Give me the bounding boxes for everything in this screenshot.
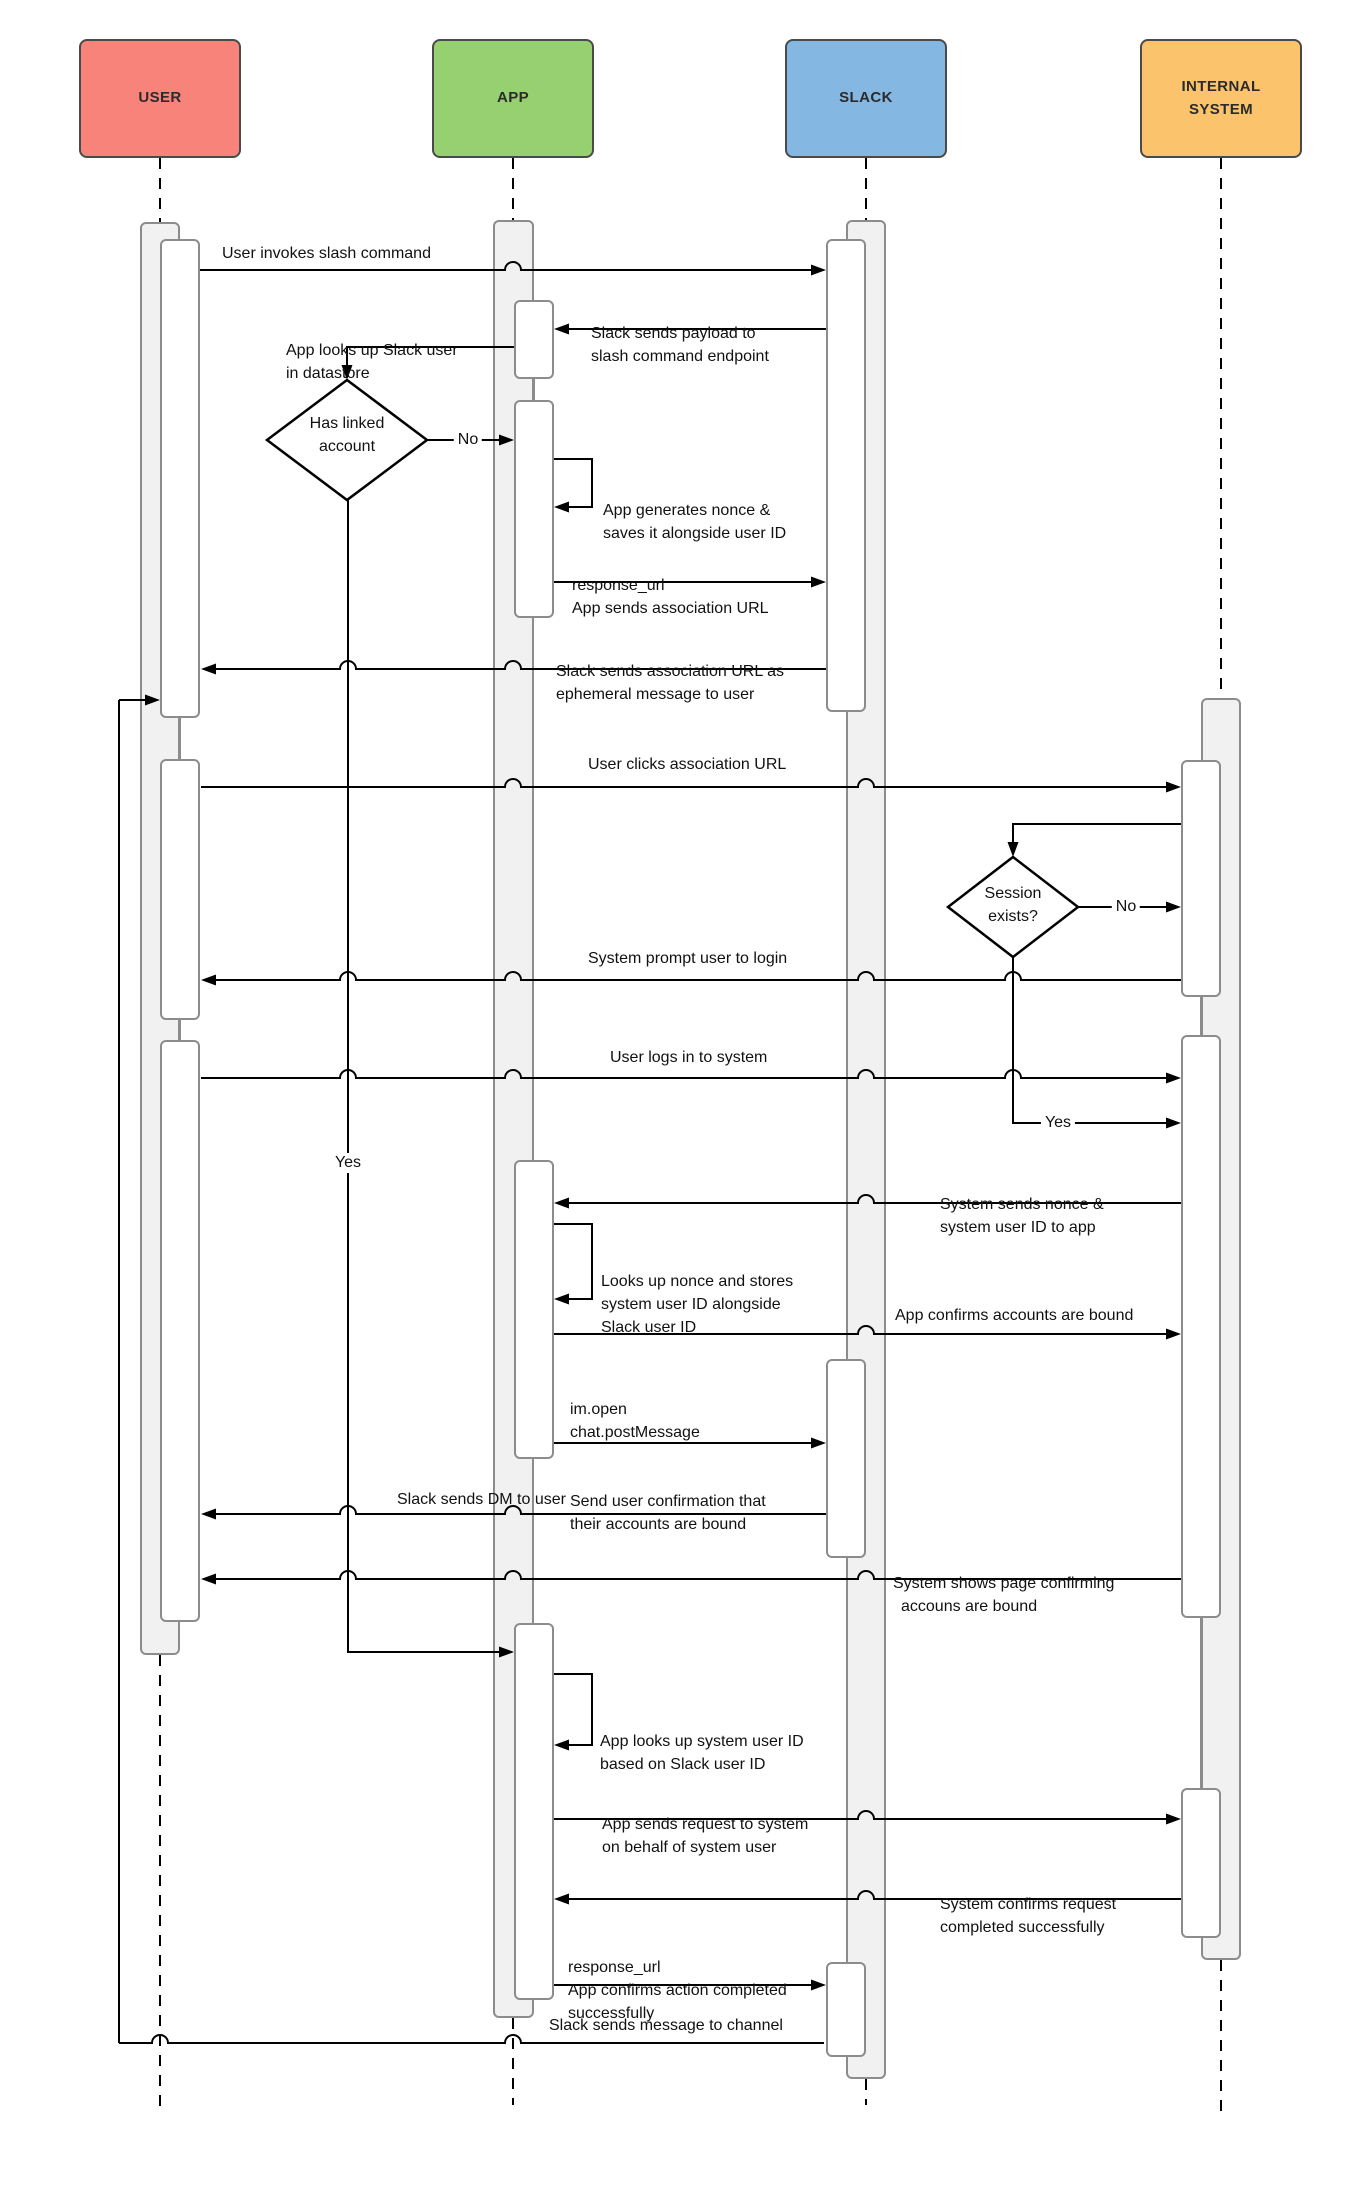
arrow-yes-session-exists: [1013, 957, 1168, 1123]
label-user-clicks-association-url: User clicks association URL: [588, 756, 787, 773]
label-slack-sends-message-to-channel: Slack sends message to channel: [549, 2017, 783, 2034]
label-system-confirms-request: System confirms request completed successfully: [940, 1896, 1117, 1936]
label-system-sends-nonce: System sends nonce & system user ID to app: [940, 1196, 1104, 1236]
self-loop-app-looks-up-system-user: [554, 1674, 592, 1745]
label-im-open-chat-postmessage: im.open chat.postMessage Send user confirmation that their accounts are bound: [570, 1401, 766, 1533]
self-loop-looks-up-nonce: [554, 1224, 592, 1299]
arrow-user-logs-in: [201, 1070, 1168, 1078]
label-response-url-action-completed: response_url App confirms action completed successfully: [568, 1959, 787, 2022]
label-slack-sends-association-url: Slack sends association URL as ephemeral message to user: [556, 663, 784, 703]
label-app-looks-up-slack-user: App looks up Slack user in datastore: [286, 342, 458, 382]
actor-app: APP: [432, 39, 594, 158]
actor-user: USER: [79, 39, 241, 158]
decision-has-linked-account-text: Has linked account: [309, 415, 385, 455]
label-user-invokes-slash-command: User invokes slash command: [222, 245, 431, 262]
label-slack-sends-payload: Slack sends payload to slash command endpoint: [591, 325, 769, 365]
actor-internal-system: INTERNAL SYSTEM: [1140, 39, 1302, 158]
branch-no-session-exists: No: [1112, 897, 1140, 917]
branch-no-has-linked-account: No: [454, 430, 482, 450]
self-loop-app-generates-nonce: [554, 459, 592, 507]
arrow-to-session-exists: [1013, 824, 1181, 844]
actor-slack: SLACK: [785, 39, 947, 158]
label-user-logs-in: User logs in to system: [610, 1049, 768, 1066]
label-system-shows-page: System shows page confirming accouns are bound: [893, 1575, 1115, 1615]
arrow-user-clicks-association-url: [201, 779, 1168, 787]
label-system-prompt-login: System prompt user to login: [588, 950, 788, 967]
arrow-yes-has-linked-account: [348, 499, 500, 1652]
decision-session-exists-text: Session exists?: [984, 885, 1042, 925]
label-app-looks-up-system-user: App looks up system user ID based on Slack user ID: [600, 1733, 804, 1773]
label-looks-up-nonce: Looks up nonce and stores system user ID alongside Slack user ID: [601, 1273, 794, 1336]
branch-yes-has-linked-account: Yes: [331, 1153, 365, 1173]
label-app-generates-nonce: App generates nonce & saves it alongside user ID: [603, 502, 787, 542]
branch-yes-session-exists: Yes: [1041, 1113, 1075, 1133]
label-slack-sends-dm: Slack sends DM to user: [397, 1491, 566, 1508]
label-app-sends-request: App sends request to system on behalf of system user: [602, 1816, 809, 1856]
label-response-url-association: response_url App sends association URL: [572, 577, 769, 617]
arrow-system-prompt-login: [215, 972, 1181, 980]
label-app-confirms-bound: App confirms accounts are bound: [895, 1307, 1134, 1324]
